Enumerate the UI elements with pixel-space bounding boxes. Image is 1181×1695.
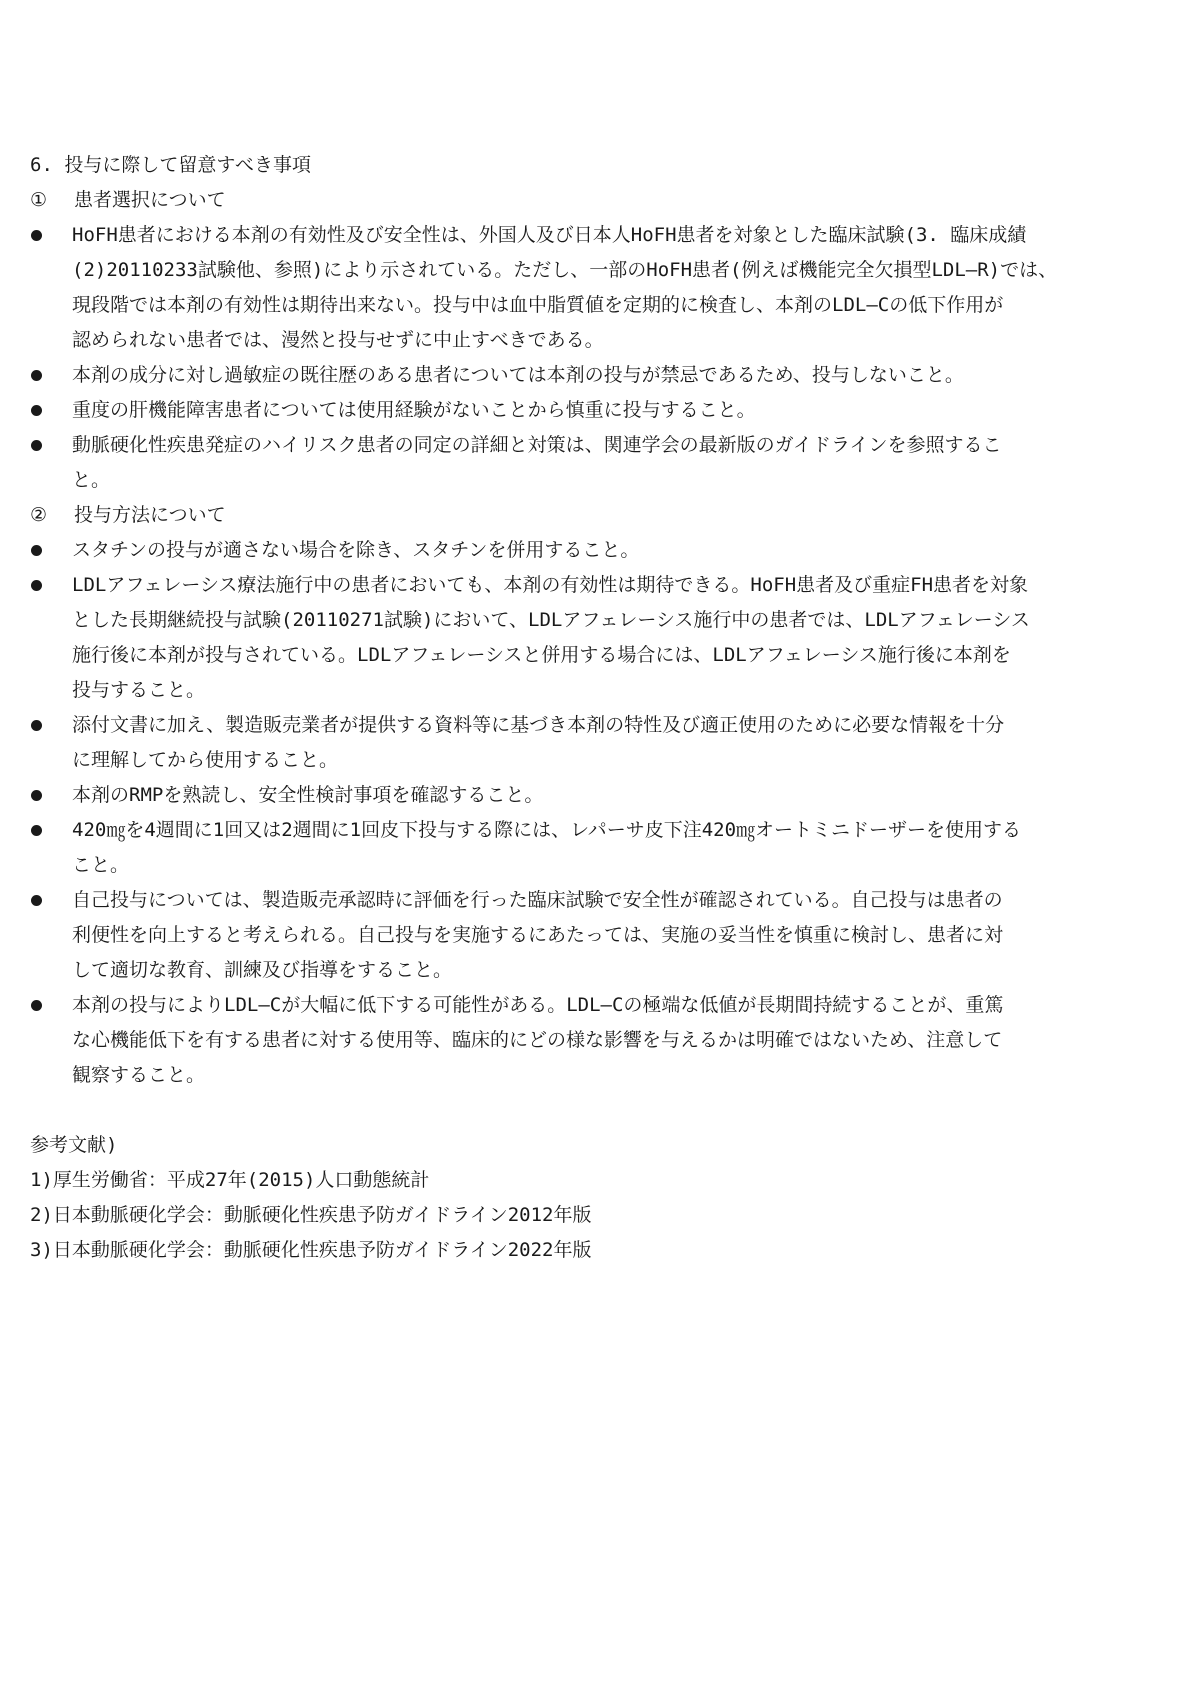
bullet-item	[30, 358, 1150, 393]
bullet-line: して適切な教育、訓練及び指導をすること。	[72, 959, 453, 981]
bullet-item	[30, 708, 1150, 778]
bullet-item	[30, 218, 1150, 358]
bullet-line: 自己投与については、製造販売承認時に評価を行った臨床試験で安全性が確認されている。自己投与は患者の	[72, 889, 1003, 911]
bullet-line: とした長期継続投与試験(20110271試験)において、LDLアフェレーシス施行中の患者では、LDLアフェレーシス	[72, 609, 1030, 631]
references-heading: 参考文献)	[30, 1134, 118, 1156]
bullet-icon	[31, 405, 42, 416]
subsection-number: ②	[30, 504, 48, 526]
bullet-line: 利便性を向上すると考えられる。自己投与を実施するにあたっては、実施の妥当性を慎重に検討し、患者に対	[72, 924, 1004, 946]
document-content	[30, 148, 1150, 1268]
bullet-line: こと。	[72, 854, 130, 876]
bullet-line: 本剤の投与によりLDL—Cが大幅に低下する可能性がある。LDL—Cの極端な低値が長期間持続することが、重篤	[72, 994, 1004, 1016]
bullet-line: 施行後に本剤が投与されている。LDLアフェレーシスと併用する場合には、LDLアフェレーシス施行後に本剤を	[72, 644, 1011, 666]
bullet-icon	[31, 580, 42, 591]
bullet-line: な心機能低下を有する患者に対する使用等、臨床的にどの様な影響を与えるかは明確ではないため、注意して	[72, 1029, 1003, 1051]
bullet-line: 投与すること。	[72, 679, 206, 701]
bullet-icon	[31, 440, 42, 451]
bullet-item	[30, 428, 1150, 498]
reference-item: 1)厚生労働省：平成27年(2015)人口動態統計	[30, 1169, 430, 1191]
bullet-line: 動脈硬化性疾患発症のハイリスク患者の同定の詳細と対策は、関連学会の最新版のガイドラインを参照するこ	[72, 434, 1002, 456]
bullet-line: LDLアフェレーシス療法施行中の患者においても、本剤の有効性は期待できる。HoFH患者及び重症FH患者を対象	[72, 574, 1029, 596]
bullet-icon	[31, 230, 42, 241]
bullet-line: 添付文書に加え、製造販売業者が提供する資料等に基づき本剤の特性及び適正使用のために必要な情報を十分	[72, 714, 1005, 736]
bullet-icon	[31, 895, 42, 906]
section-title: 6. 投与に際して留意すべき事項	[30, 154, 311, 176]
bullet-icon	[31, 545, 42, 556]
bullet-line: 本剤の成分に対し過敏症の既往歴のある患者については本剤の投与が禁忌であるため、投与しないこと。	[72, 364, 964, 386]
subsection-heading	[30, 498, 1150, 533]
bullet-line: 本剤のRMPを熟読し、安全性検討事項を確認すること。	[72, 784, 544, 806]
bullet-item	[30, 813, 1150, 883]
bullet-line: と。	[72, 469, 111, 491]
subsection-heading	[30, 183, 1150, 218]
bullet-item	[30, 988, 1150, 1093]
bullet-line: (2)20110233試験他、参照)により示されている。ただし、一部のHoFH患者(例えば機能完全欠損型LDL—R)では、	[72, 259, 1058, 281]
bullet-item	[30, 568, 1150, 708]
bullet-icon	[31, 1000, 42, 1011]
bullet-line: 認められない患者では、漫然と投与せずに中止すべきである。	[72, 329, 604, 351]
bullet-line: 現段階では本剤の有効性は期待出来ない。投与中は血中脂質値を定期的に検査し、本剤のLDL—Cの低下作用が	[72, 294, 1004, 316]
bullet-icon	[31, 720, 42, 731]
bullet-line: 420㎎を4週間に1回又は2週間に1回皮下投与する際には、レパーサ皮下注420㎎オートミニドーザーを使用する	[72, 819, 1022, 841]
bullet-icon	[31, 825, 42, 836]
bullet-icon	[31, 370, 42, 381]
bullet-line: スタチンの投与が適さない場合を除き、スタチンを併用すること。	[72, 539, 640, 561]
spacer	[30, 1093, 1150, 1128]
bullet-line: 観察すること。	[72, 1064, 206, 1086]
bullet-line: 重度の肝機能障害患者については使用経験がないことから慎重に投与すること。	[72, 399, 756, 421]
bullet-item	[30, 883, 1150, 988]
bullet-line: に理解してから使用すること。	[72, 749, 339, 771]
reference-item: 3)日本動脈硬化学会：動脈硬化性疾患予防ガイドライン2022年版	[30, 1239, 592, 1261]
bullet-item	[30, 778, 1150, 813]
subsection-number: ①	[30, 189, 48, 211]
bullet-line: HoFH患者における本剤の有効性及び安全性は、外国人及び日本人HoFH患者を対象とした臨床試験(3. 臨床成績	[72, 224, 1027, 246]
subsection-title: 投与方法について	[74, 504, 226, 526]
bullet-item	[30, 393, 1150, 428]
reference-item: 2)日本動脈硬化学会：動脈硬化性疾患予防ガイドライン2012年版	[30, 1204, 592, 1226]
bullet-item	[30, 533, 1150, 568]
bullet-icon	[31, 790, 42, 801]
subsection-title: 患者選択について	[74, 189, 226, 211]
